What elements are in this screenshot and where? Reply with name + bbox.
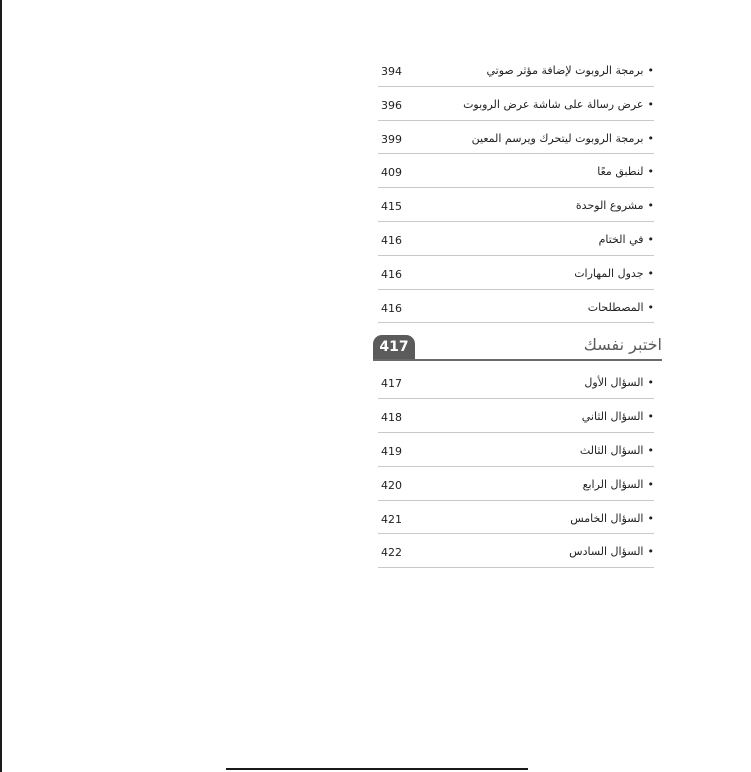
toc-entry-text: برمجة الروبوت ليتحرك ويرسم المعين [471,131,644,145]
divider [378,466,654,467]
toc-page-number: 409 [381,166,402,180]
toc-entry-title [570,512,654,525]
toc-entry-title [583,478,654,491]
toc-page-number: 396 [381,98,402,112]
toc-entry-title [597,165,654,178]
divider [378,398,654,399]
toc-entry-title [599,233,654,246]
toc-entry-title [574,267,654,280]
toc-page-number: 419 [381,444,402,458]
toc-entry-text: في الختام [598,232,644,246]
toc-page-number: 399 [381,132,402,146]
toc-entry-text: السؤال الخامس [570,511,644,525]
bullet: • [647,232,654,246]
toc-entry [372,469,662,503]
toc-entry-text: السؤال الثالث [579,443,644,457]
divider [378,120,654,121]
toc-entry-title [487,64,654,77]
divider [378,500,654,501]
toc-entry [372,536,662,570]
toc-entry-text: جدول المهارات [574,266,644,280]
divider [378,432,654,433]
toc-entry-text: السؤال السادس [569,545,644,559]
toc-entry-title [576,199,654,212]
toc-entry-text: السؤال الأول [584,376,644,390]
toc-page-number: 415 [381,200,402,214]
table-of-contents [372,55,662,570]
toc-entry-text: المصطلحات [587,300,644,314]
bullet: • [647,266,654,280]
toc-entry-text: مشروع الوحدة [575,199,644,213]
bullet: • [647,131,654,145]
toc-entry [372,156,662,190]
toc-page-number: 416 [381,301,402,315]
section-divider [373,359,662,361]
divider [378,255,654,256]
toc-page-number: 416 [381,267,402,281]
toc-entry-text: برمجة الروبوت لإضافة مؤثر صوتي [486,64,644,77]
toc-entry [372,292,662,326]
divider [378,86,654,87]
bullet: • [647,410,654,424]
bullet: • [647,443,654,457]
toc-page-number: 422 [381,546,402,560]
toc-page-number: 421 [381,512,402,526]
toc-entry [372,89,662,123]
toc-entry-text: عرض رسالة على شاشة عرض الروبوت [463,97,644,111]
divider [378,567,654,568]
toc-entry [372,224,662,258]
toc-entry [372,435,662,469]
bullet: • [647,376,654,390]
bullet: • [647,199,654,213]
toc-entry [372,190,662,224]
toc-entry [372,401,662,435]
bullet: • [647,511,654,525]
bullet: • [647,165,654,179]
toc-entry-text: لنطبق معًا [597,165,644,179]
page-left-border [0,0,2,772]
section-title: اختبر نفسك [583,335,662,355]
toc-entry [372,503,662,537]
divider [378,153,654,154]
bullet: • [647,545,654,559]
divider [378,221,654,222]
toc-entry-title [472,132,654,145]
toc-entry-text: السؤال الثاني [581,410,644,424]
toc-entry-title [580,444,654,457]
toc-page-number: 420 [381,478,402,492]
bullet: • [647,64,654,77]
bullet: • [647,477,654,491]
toc-entry-title [463,98,654,111]
footer-rule [226,768,528,770]
toc-entry [372,55,662,89]
toc-entry [372,367,662,401]
bullet: • [647,300,654,314]
section-heading [372,331,662,367]
bullet: • [647,97,654,111]
divider [378,187,654,188]
divider [378,533,654,534]
toc-entry-title [588,301,654,314]
divider [378,322,654,323]
toc-entry [372,123,662,157]
toc-page-number: 394 [381,65,402,78]
toc-page-number: 417 [381,377,402,391]
toc-entry [372,258,662,292]
section-page-badge: 417 [373,335,415,359]
toc-page-number: 418 [381,411,402,425]
divider [378,289,654,290]
toc-page-number: 416 [381,233,402,247]
toc-entry-text: السؤال الرابع [582,477,644,491]
toc-entry-title [582,410,654,423]
toc-entry-title [584,376,654,389]
toc-entry-title [569,545,654,558]
